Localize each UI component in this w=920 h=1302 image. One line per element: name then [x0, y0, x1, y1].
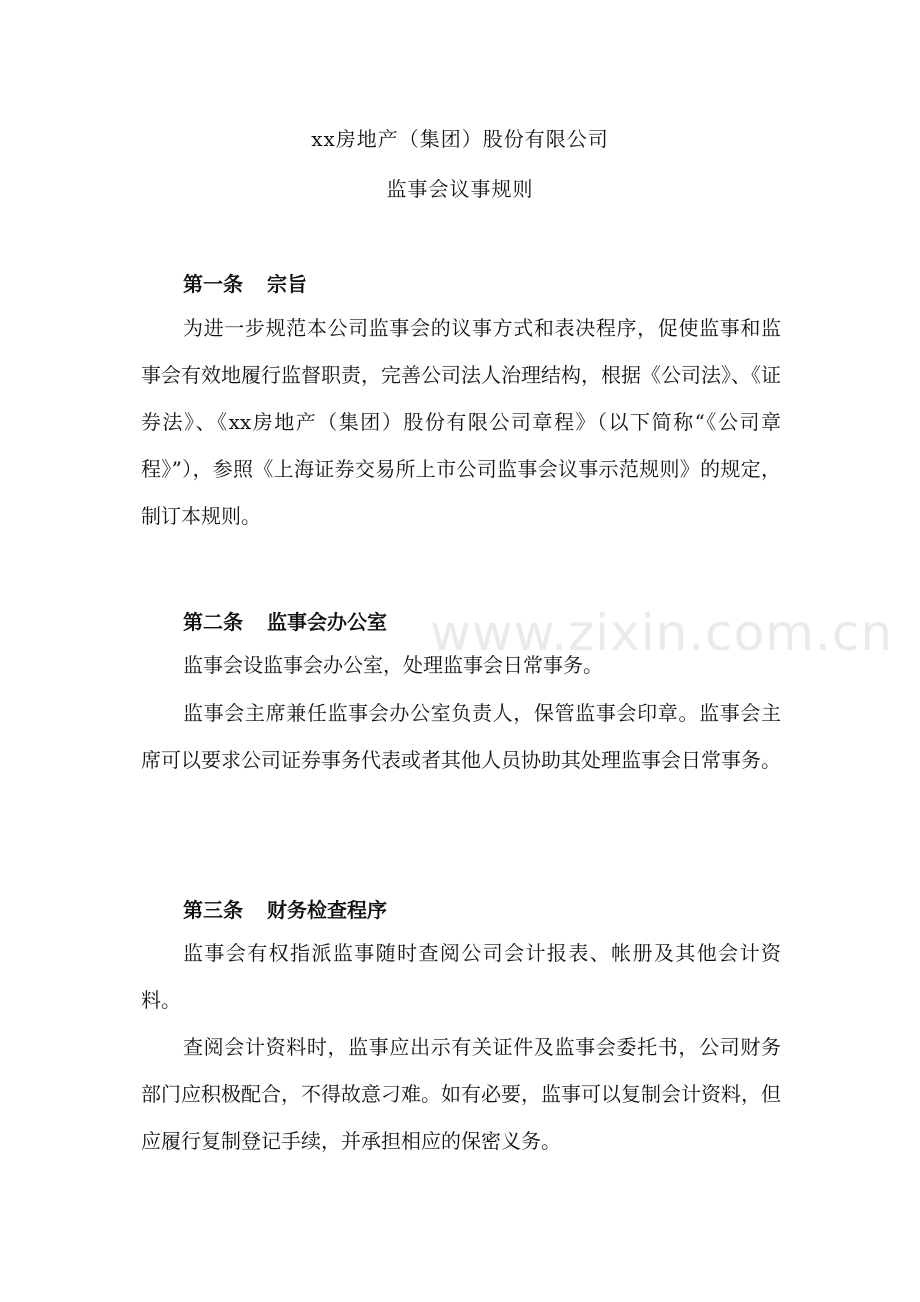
article-2-paragraph-2: 监事会主席兼任监事会办公室负责人，保管监事会印章。监事会主席可以要求公司证券事务代表或者其他人员协助其处理监事会日常事务。	[141, 701, 781, 772]
article-1-title: 宗旨	[267, 272, 307, 296]
article-3-paragraph-2: 查阅会计资料时，监事应出示有关证件及监事会委托书，公司财务部门应积极配合，不得故意刁难。如有必要，监事可以复制会计资料，但应履行复制登记手续，并承担相应的保密义务。	[141, 1035, 781, 1153]
watermark-text: www.zixin.com.cn	[430, 604, 894, 662]
article-2-heading	[183, 606, 387, 635]
article-3-title: 财务检查程序	[267, 898, 387, 922]
article-2-paragraph-1: 监事会设监事会办公室，处理监事会日常事务。	[183, 653, 603, 677]
article-2-number: 第二条	[183, 610, 243, 634]
article-3-number: 第三条	[183, 898, 243, 922]
document-title-company: xx房地产（集团）股份有限公司	[311, 127, 609, 151]
article-3-heading	[183, 894, 387, 923]
article-3-paragraph-1: 监事会有权指派监事随时查阅公司会计报表、帐册及其他会计资料。	[141, 941, 781, 1012]
article-2-title: 监事会办公室	[267, 610, 387, 634]
article-1-number: 第一条	[183, 272, 243, 296]
document-title-rules: 监事会议事规则	[386, 177, 534, 201]
article-1-heading	[183, 268, 307, 297]
article-1-paragraph-1: 为进一步规范本公司监事会的议事方式和表决程序，促使监事和监事会有效地履行监督职责，完善公司法人治理结构，根据《公司法》、《证券法》、《xx房地产（集团）股份有限公司章程》（以下简称“《公司章程》”），参照《上海证券交易所上市公司监事会议事示范规则》的规定，制订本规则。	[141, 316, 781, 528]
